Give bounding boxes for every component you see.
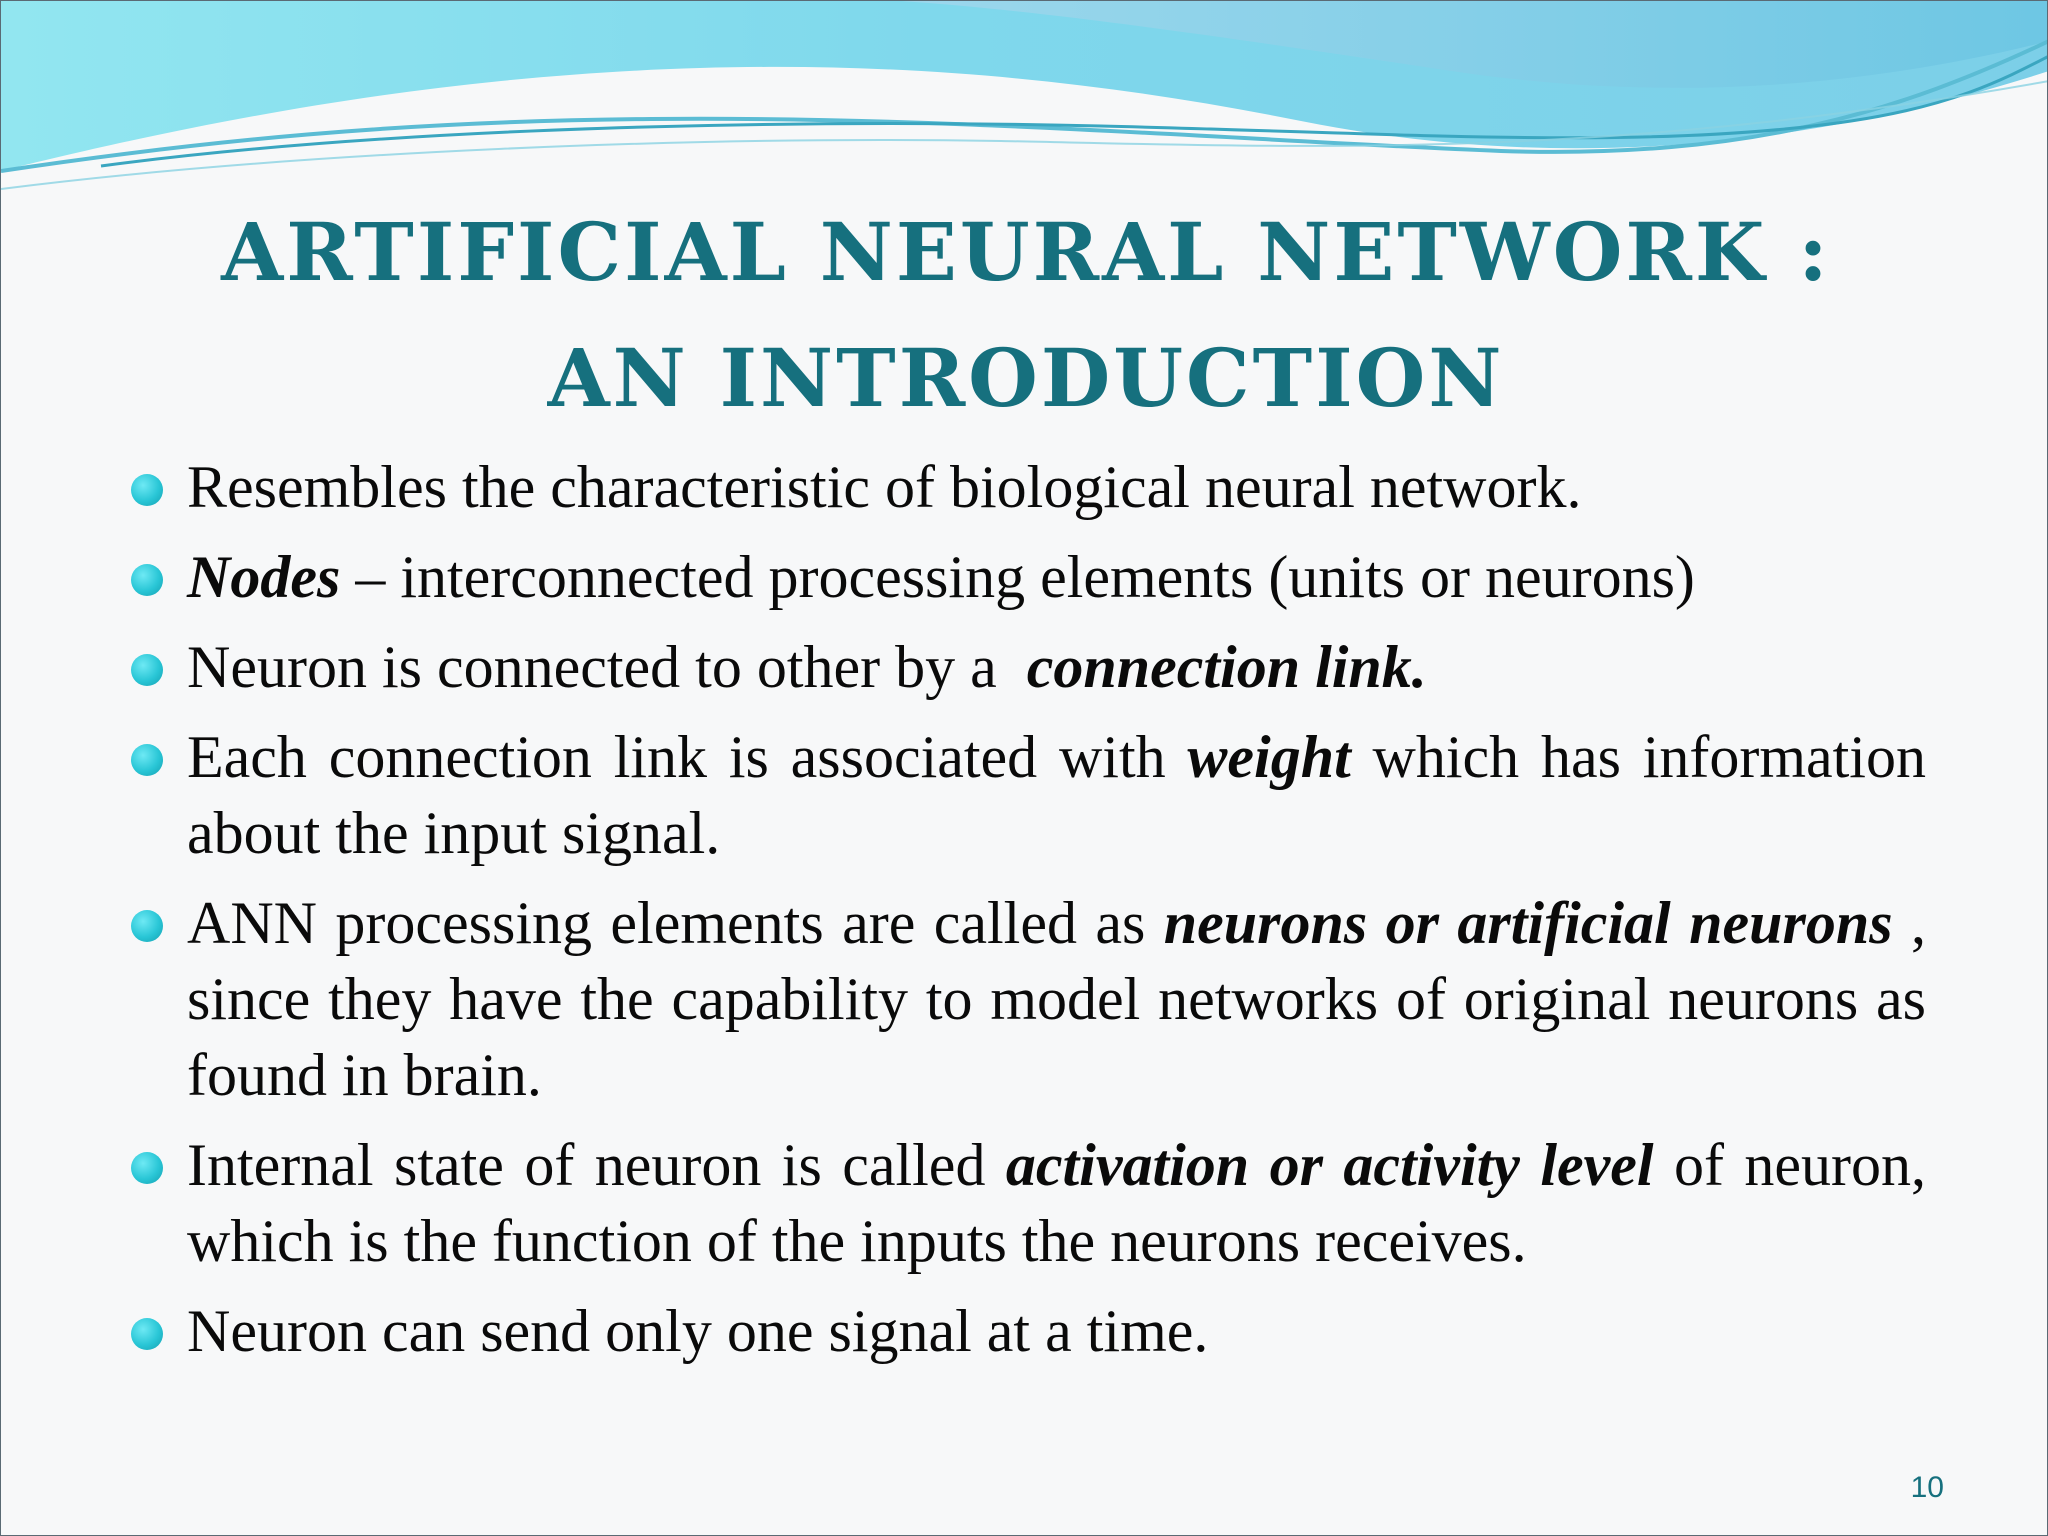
bullet-text: Neuron can send only one signal at a time. — [187, 1298, 1209, 1364]
bullet-text: Resembles the characteristic of biological neural network. — [187, 454, 1582, 520]
bullet-text: of neuron, which is the function of the inputs the neurons receives. — [187, 1132, 1927, 1274]
list-item — [131, 629, 1926, 705]
bullet-emphasis: Nodes — [187, 544, 341, 610]
list-item — [131, 1127, 1926, 1279]
bullet-dot-icon — [131, 654, 163, 686]
bullet-dot-icon — [131, 474, 163, 506]
page-number: 10 — [1910, 1471, 1944, 1504]
bullet-text: Neuron is connected to other by a — [187, 634, 1027, 700]
bullet-dot-icon — [131, 910, 163, 942]
bullet-text: Each connection link is associated with — [187, 724, 1188, 790]
bullet-dot-icon — [131, 1152, 163, 1184]
bullet-emphasis: activation or activity level — [1005, 1132, 1654, 1198]
list-item — [131, 539, 1926, 615]
list-item — [131, 719, 1926, 871]
list-item — [131, 1293, 1926, 1369]
bullet-text: ANN processing elements are called as — [187, 890, 1164, 956]
bullet-emphasis: weight — [1187, 724, 1351, 790]
list-item — [131, 449, 1926, 525]
bullet-text: Internal state of neuron is called — [187, 1132, 1006, 1198]
bullet-dot-icon — [131, 744, 163, 776]
bullet-dot-icon — [131, 564, 163, 596]
slide-title: ARTIFICIAL NEURAL NETWORK : AN INTRODUCTION — [221, 205, 1831, 425]
bullet-emphasis: neurons or artificial neurons — [1163, 890, 1893, 956]
bullet-text: – interconnected processing elements (units or neurons) — [340, 544, 1695, 610]
bullet-dot-icon — [131, 1318, 163, 1350]
bullet-list — [131, 449, 1926, 1383]
list-item — [131, 885, 1926, 1113]
bullet-emphasis: connection link. — [1026, 634, 1427, 700]
bullet-text: which has information about the input signal. — [187, 724, 1926, 866]
bullet-text: , since they have the capability to model networks of original neurons as found in brain. — [187, 890, 1926, 1108]
